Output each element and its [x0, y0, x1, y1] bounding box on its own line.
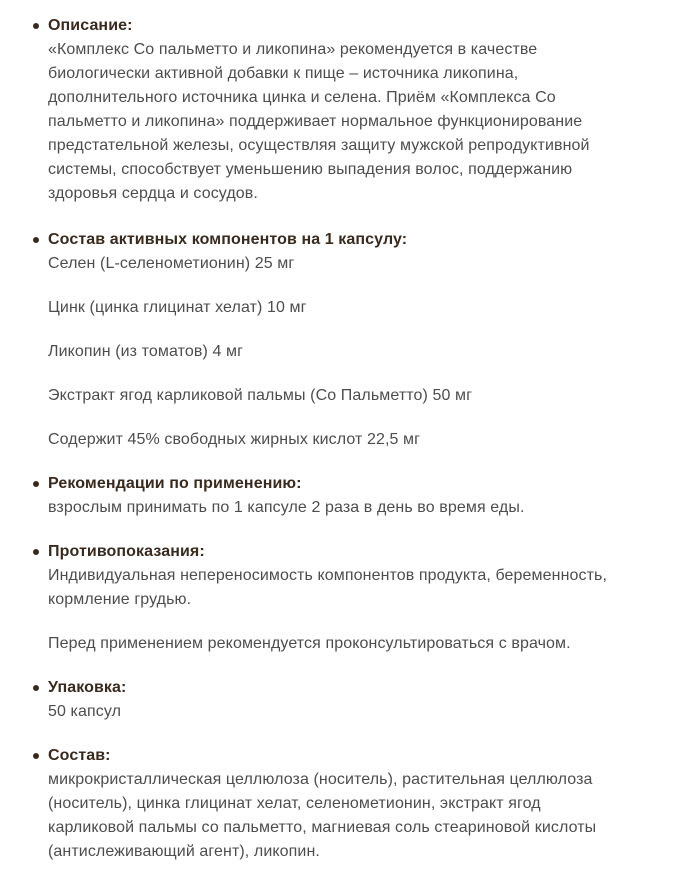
component-line: Цинк (цинка глицинат хелат) 10 мг: [48, 299, 307, 316]
description-line: системы, способствует уменьшению выпадения волос, поддержанию: [48, 161, 573, 178]
contraindication-line: Перед применением рекомендуется проконсультироваться с врачом.: [48, 635, 571, 652]
contraindication-line: кормление грудью.: [48, 591, 192, 608]
bullet-icon: [33, 685, 39, 691]
section-heading: Состав активных компонентов на 1 капсулу:: [48, 231, 408, 248]
ingredients-line: (носитель), цинка глицинат хелат, селенометионин, экстракт ягод: [48, 795, 541, 812]
section-heading: Рекомендации по применению:: [48, 475, 302, 492]
bullet-icon: [33, 753, 39, 759]
component-line: Содержит 45% свободных жирных кислот 22,5 мг: [48, 431, 421, 448]
section-heading: Описание:: [48, 17, 133, 34]
component-line: Экстракт ягод карликовой пальмы (Со Пальметто) 50 мг: [48, 387, 473, 404]
description-line: дополнительного источника цинка и селена. Приём «Комплекса Со: [48, 89, 556, 106]
ingredients-line: (антислеживающий агент), ликопин.: [48, 843, 320, 860]
bullet-icon: [33, 549, 39, 555]
description-line: предстательной железы, осуществляя защиту мужской репродуктивной: [48, 137, 590, 154]
component-line: Ликопин (из томатов) 4 мг: [48, 343, 244, 360]
contraindication-line: Индивидуальная непереносимость компонентов продукта, беременность,: [48, 567, 608, 584]
component-line: Селен (L-селенометионин) 25 мг: [48, 255, 295, 272]
usage-line: взрослым принимать по 1 капсуле 2 раза в день во время еды.: [48, 499, 525, 516]
description-line: здоровья сердца и сосудов.: [48, 185, 258, 202]
bullet-icon: [33, 23, 39, 29]
section-heading: Упаковка:: [48, 679, 127, 696]
bullet-icon: [33, 481, 39, 487]
section-heading: Противопоказания:: [48, 543, 205, 560]
description-line: биологически активной добавки к пище – источника ликопина,: [48, 65, 519, 82]
description-line: пальметто и ликопина» поддерживает нормальное функционирование: [48, 113, 583, 130]
section-heading: Состав:: [48, 747, 111, 764]
ingredients-line: карликовой пальмы со пальметто, магниевая соль стеариновой кислоты: [48, 819, 597, 836]
description-line: «Комплекс Со пальметто и ликопина» рекомендуется в качестве: [48, 41, 538, 58]
ingredients-line: микрокристаллическая целлюлоза (носитель), растительная целлюлоза: [48, 771, 593, 788]
packaging-line: 50 капсул: [48, 703, 122, 720]
bullet-icon: [33, 237, 39, 243]
